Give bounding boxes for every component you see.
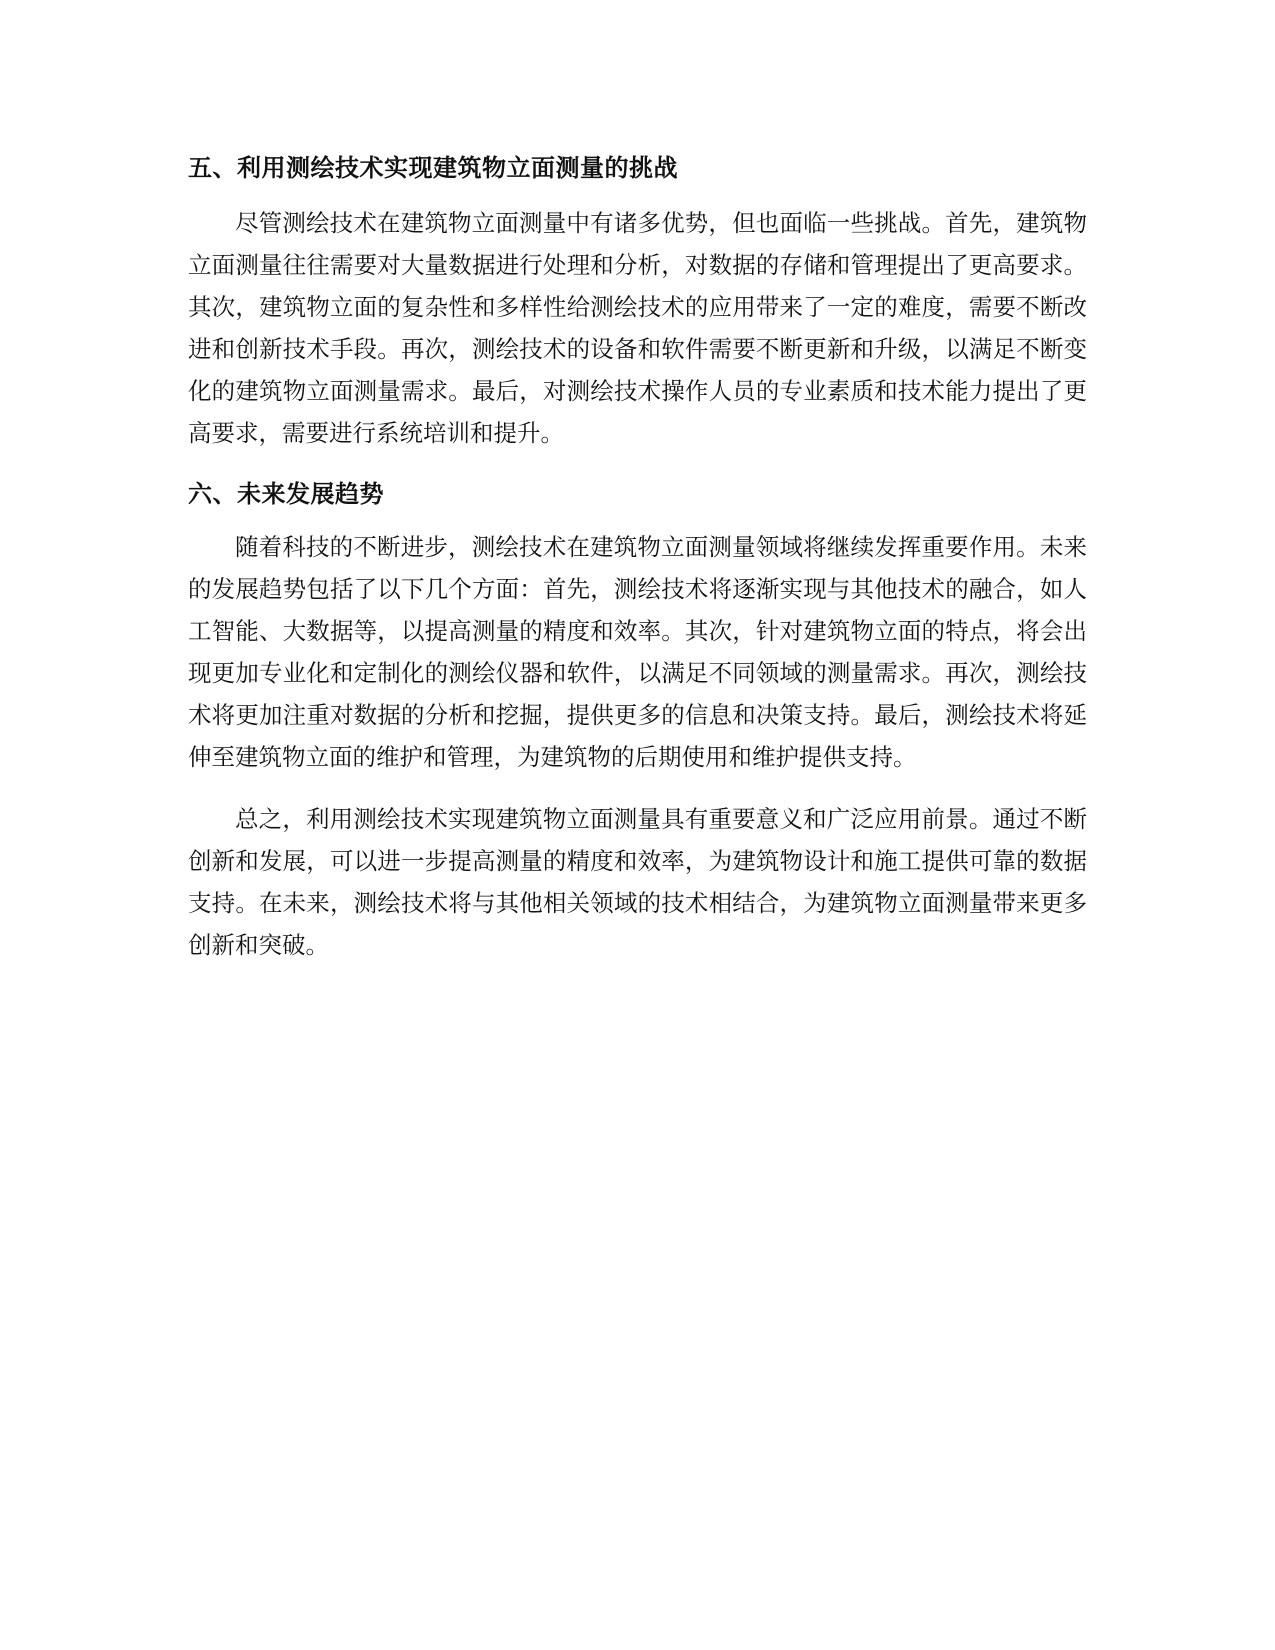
paragraph-future-trends: 随着科技的不断进步，测绘技术在建筑物立面测量领域将继续发挥重要作用。未来的发展趋势包括了以下几个方面：首先，测绘技术将逐渐实现与其他技术的融合，如人工智能、大数据等，以提高测量的精度和效率。其次，针对建筑物立面的特点，将会出现更加专业化和定制化的测绘仪器和软件，以满足不同领域的测量需求。再次，测绘技术将更加注重对数据的分析和挖掘，提供更多的信息和决策支持。最后，测绘技术将延伸至建筑物立面的维护和管理，为建筑物的后期使用和维护提供支持。 [188,533,1087,771]
paragraph-conclusion: 总之，利用测绘技术实现建筑物立面测量具有重要意义和广泛应用前景。通过不断创新和发展，可以进一步提高测量的精度和效率，为建筑物设计和施工提供可靠的数据支持。在未来，测绘技术将与其他相关领域的技术相结合，为建筑物立面测量带来更多创新和突破。 [188,805,1087,959]
document-body [188,148,1087,966]
paragraph-challenges: 尽管测绘技术在建筑物立面测量中有诸多优势，但也面临一些挑战。首先，建筑物立面测量往往需要对大量数据进行处理和分析，对数据的存储和管理提出了更高要求。其次，建筑物立面的复杂性和多样性给测绘技术的应用带来了一定的难度，需要不断改进和创新技术手段。再次，测绘技术的设备和软件需要不断更新和升级，以满足不断变化的建筑物立面测量需求。最后，对测绘技术操作人员的专业素质和技术能力提出了更高要求，需要进行系统培训和提升。 [188,209,1087,447]
section-title-challenges: 五、利用测绘技术实现建筑物立面测量的挑战 [188,154,678,182]
section-title-future-trends: 六、未来发展趋势 [188,480,384,508]
